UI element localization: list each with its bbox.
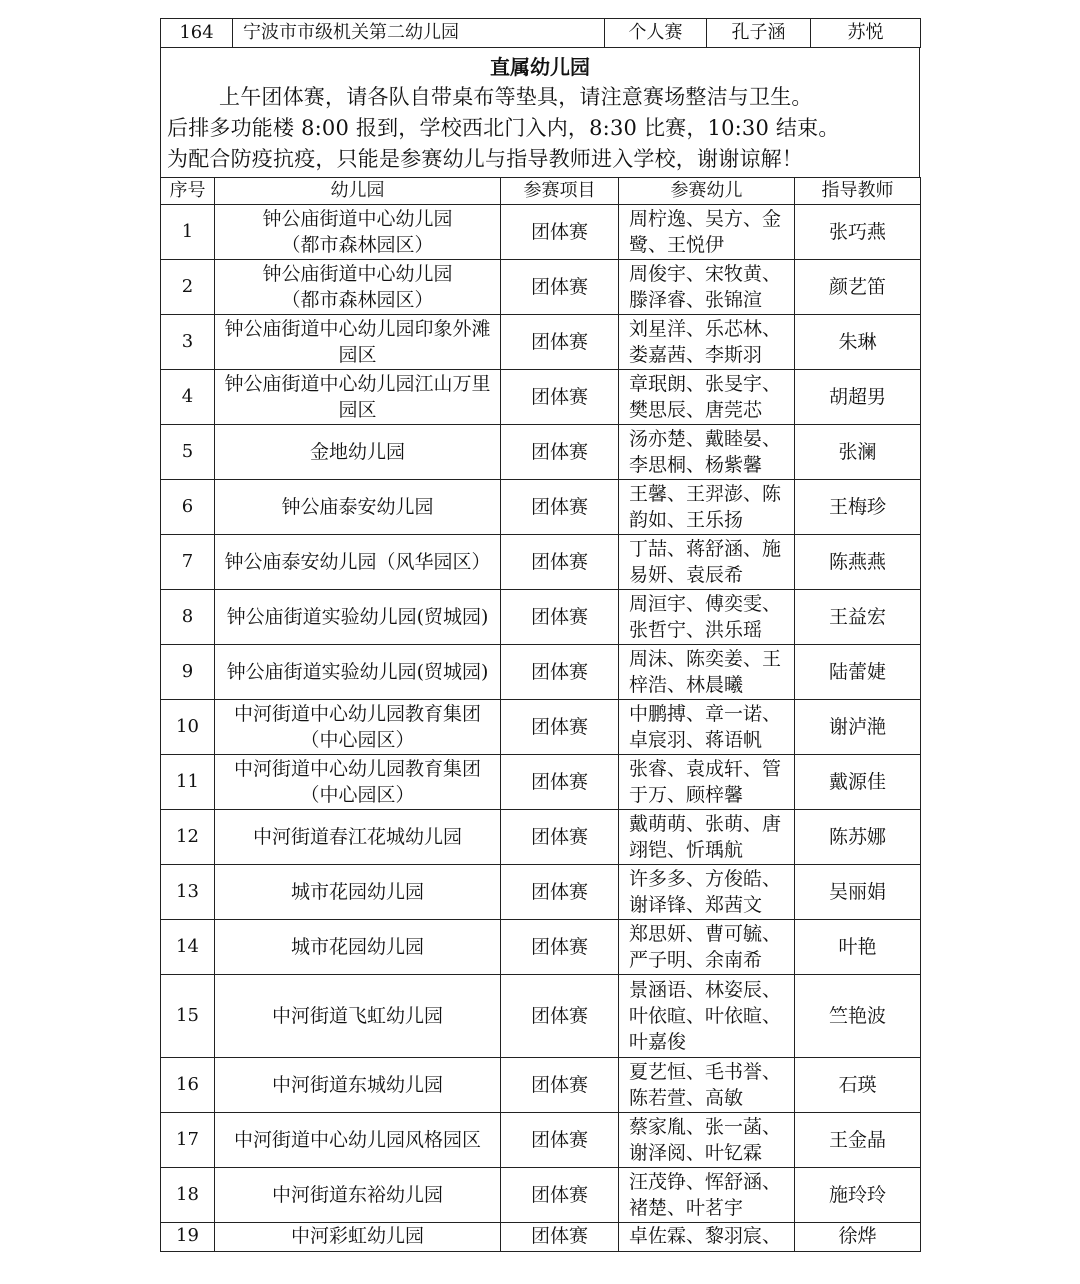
event-type (501, 1223, 619, 1252)
teacher-name (795, 1113, 921, 1168)
children-line-2: 梓浩、林晨曦 (629, 674, 744, 696)
event-type (501, 315, 619, 370)
kindergarten-name (215, 1223, 501, 1252)
kindergarten-name (215, 1113, 501, 1168)
children-names (619, 810, 795, 865)
children-names (619, 1223, 795, 1252)
teacher-name (795, 370, 921, 425)
children-names (619, 920, 795, 975)
teacher-text: 谢泸滟 (828, 716, 886, 738)
teacher-text: 施玲玲 (828, 1184, 886, 1206)
kindergarten-line-1: 钟公庙街道中心幼儿园江山万里 (224, 373, 491, 395)
row-number-text: 1 (181, 221, 194, 242)
kindergarten-name (215, 535, 501, 590)
teacher-text: 叶艳 (838, 936, 877, 958)
event-text: 团体赛 (530, 881, 588, 903)
kindergarten-name (215, 370, 501, 425)
children-line-1: 周柠逸、吴方、金 (629, 208, 782, 230)
children-names (619, 315, 795, 370)
row-number (161, 920, 215, 975)
row-number (161, 700, 215, 755)
row-number (161, 480, 215, 535)
teacher-text: 胡超男 (828, 386, 886, 408)
row-number (161, 535, 215, 590)
kindergarten-line-1: 钟公庙街道实验幼儿园(贸城园) (226, 661, 489, 683)
event-text: 团体赛 (530, 716, 588, 738)
children-line-2: 滕泽睿、张锦渲 (629, 289, 763, 311)
kindergarten-line-1: 钟公庙街道中心幼儿园 (262, 263, 453, 285)
children-line-2: 李思桐、杨紫馨 (629, 454, 763, 476)
teacher-text: 王金晶 (828, 1129, 886, 1151)
row-number-text: 2 (181, 276, 194, 297)
children-names (619, 645, 795, 700)
kindergarten-name (215, 480, 501, 535)
row-number-text: 14 (176, 936, 199, 957)
children-line-1: 汤亦楚、戴睦晏、 (629, 428, 782, 450)
teacher-name: 苏悦 (811, 19, 921, 48)
header-children: 参赛幼儿 (619, 178, 795, 205)
event-type (501, 865, 619, 920)
children-line-1: 张睿、袁成轩、管 (629, 758, 782, 780)
event-type (501, 480, 619, 535)
kindergarten-line-1: 金地幼儿园 (309, 441, 405, 463)
schedule-sheet (160, 18, 920, 1252)
teacher-name (795, 1223, 921, 1252)
children-line-2: 于万、顾梓馨 (629, 784, 744, 806)
children-names (619, 700, 795, 755)
kindergarten-line-1: 中河街道中心幼儿园教育集团 (233, 703, 481, 725)
event-text: 团体赛 (530, 551, 588, 573)
event-text: 团体赛 (530, 1184, 588, 1206)
children-names (619, 260, 795, 315)
section-title: 直属幼儿园 (490, 55, 590, 79)
kindergarten-line-2: 园区 (338, 344, 377, 366)
children-line-2: 叶依暄、叶依暄、 (629, 1005, 782, 1027)
table-row (161, 865, 921, 920)
kindergarten-name (215, 700, 501, 755)
teacher-text: 王益宏 (828, 606, 886, 628)
event-text: 团体赛 (530, 496, 588, 518)
table-row (161, 315, 921, 370)
row-number (161, 260, 215, 315)
children-line-2: 褚楚、叶茗宇 (629, 1197, 744, 1219)
teacher-text: 陈苏娜 (828, 826, 886, 848)
row-number (161, 1058, 215, 1113)
table-row (161, 205, 921, 260)
row-number (161, 1223, 215, 1252)
kindergarten-name (215, 590, 501, 645)
event-text: 团体赛 (530, 331, 588, 353)
event-text: 团体赛 (530, 1225, 588, 1247)
event-type (501, 755, 619, 810)
children-names (619, 1058, 795, 1113)
table-header-row (161, 178, 921, 205)
row-number-text: 11 (176, 771, 199, 792)
children-line-2: 韵如、王乐扬 (629, 509, 744, 531)
children-line-2: 鹭、王悦伊 (629, 234, 725, 256)
event-type (501, 1168, 619, 1223)
row-number (161, 425, 215, 480)
event-type (501, 590, 619, 645)
event-text: 团体赛 (530, 1074, 588, 1096)
row-number-text: 12 (176, 826, 199, 847)
teacher-name (795, 645, 921, 700)
kindergarten-line-1: 中河街道春江花城幼儿园 (252, 826, 462, 848)
row-number (161, 865, 215, 920)
row-number (161, 370, 215, 425)
children-line-2: 卓宸羽、蒋语帆 (629, 729, 763, 751)
children-line-1: 汪茂铮、恽舒涵、 (629, 1171, 782, 1193)
kindergarten-line-2: （都市森林园区） (281, 289, 434, 311)
children-names (619, 975, 795, 1058)
row-number-text: 5 (181, 441, 194, 462)
teacher-name (795, 205, 921, 260)
children-line-1: 周洹宇、傅奕雯、 (629, 593, 782, 615)
teacher-name (795, 755, 921, 810)
event-text: 团体赛 (530, 276, 588, 298)
teacher-name (795, 260, 921, 315)
row-number (161, 1168, 215, 1223)
row-number (161, 755, 215, 810)
row-number (161, 315, 215, 370)
kindergarten-line-1: 中河彩虹幼儿园 (290, 1225, 424, 1247)
kindergarten-name (215, 205, 501, 260)
teacher-name (795, 810, 921, 865)
row-number-text: 16 (176, 1074, 199, 1095)
kindergarten-name (215, 920, 501, 975)
teacher-text: 竺艳波 (828, 1005, 886, 1027)
kindergarten-line-2: 园区 (338, 399, 377, 421)
table-row (161, 920, 921, 975)
notice-line-3: 为配合防疫抗疫，只能是参赛幼儿与指导教师进入学校，谢谢谅解！ (167, 147, 803, 171)
header-event: 参赛项目 (501, 178, 619, 205)
table-row (161, 755, 921, 810)
children-line-1: 王馨、王羿澎、陈 (629, 483, 782, 505)
kindergarten-line-1: 中河街道中心幼儿园风格园区 (233, 1129, 481, 1151)
children-line-1: 章珉朗、张旻宇、 (629, 373, 782, 395)
teacher-name (795, 425, 921, 480)
row-number-text: 6 (181, 496, 194, 517)
kindergarten-line-1: 城市花园幼儿园 (290, 881, 424, 903)
previous-page-row (160, 18, 921, 48)
header-no: 序号 (161, 178, 215, 205)
table-row (161, 975, 921, 1058)
row-number-text: 7 (181, 551, 194, 572)
teacher-text: 吴丽娟 (828, 881, 886, 903)
event-text: 团体赛 (530, 936, 588, 958)
row-number (161, 645, 215, 700)
children-line-2: 谢泽阅、叶钇霖 (629, 1142, 763, 1164)
teacher-text: 石瑛 (838, 1074, 877, 1096)
kindergarten-name (215, 1058, 501, 1113)
row-number-text: 8 (181, 606, 194, 627)
kindergarten-name (215, 315, 501, 370)
table-row (161, 1058, 921, 1113)
children-line-2: 娄嘉茜、李斯羽 (629, 344, 763, 366)
kindergarten-line-1: 钟公庙街道中心幼儿园 (262, 208, 453, 230)
notice-line-1: 上午团体赛，请各队自带桌布等垫具，请注意赛场整洁与卫生。 (219, 85, 813, 109)
children-line-2: 陈若萱、高敏 (629, 1087, 744, 1109)
row-number (161, 975, 215, 1058)
table-row (161, 1113, 921, 1168)
event-text: 团体赛 (530, 661, 588, 683)
kindergarten-name (215, 810, 501, 865)
teacher-name (795, 975, 921, 1058)
children-line-3: 叶嘉俊 (629, 1031, 687, 1053)
child-name: 孔子涵 (707, 19, 811, 48)
teacher-name (795, 1168, 921, 1223)
notice-block (160, 48, 920, 177)
teacher-text: 戴源佳 (828, 771, 886, 793)
table-row (161, 1168, 921, 1223)
kindergarten-name (215, 425, 501, 480)
event-text: 团体赛 (530, 606, 588, 628)
event-type (501, 1058, 619, 1113)
table-row (161, 1223, 921, 1252)
kindergarten-line-1: 钟公庙街道中心幼儿园印象外滩 (224, 318, 491, 340)
event-type (501, 920, 619, 975)
children-line-2: 樊思辰、唐莞芯 (629, 399, 763, 421)
event-type (501, 535, 619, 590)
children-line-1: 郑思妍、曹可毓、 (629, 923, 782, 945)
event-type (501, 260, 619, 315)
children-names (619, 1168, 795, 1223)
children-names (619, 425, 795, 480)
event-type (501, 700, 619, 755)
table-row (161, 480, 921, 535)
children-line-1: 蔡家胤、张一菡、 (629, 1116, 782, 1138)
row-number-text: 18 (176, 1184, 199, 1205)
teacher-text: 王梅珍 (828, 496, 886, 518)
row-number-text: 19 (176, 1225, 199, 1246)
row-number-text: 10 (176, 716, 199, 737)
event-type (501, 975, 619, 1058)
event-type (501, 205, 619, 260)
table-row (161, 590, 921, 645)
teacher-name (795, 590, 921, 645)
event-type (501, 425, 619, 480)
row-number-text: 13 (176, 881, 199, 902)
table-row (161, 260, 921, 315)
kindergarten-line-1: 中河街道飞虹幼儿园 (271, 1005, 443, 1027)
header-teacher: 指导教师 (795, 178, 921, 205)
event-text: 团体赛 (530, 441, 588, 463)
row-number (161, 1113, 215, 1168)
kindergarten-line-1: 中河街道中心幼儿园教育集团 (233, 758, 481, 780)
teacher-text: 陈燕燕 (828, 551, 886, 573)
teacher-name (795, 480, 921, 535)
table-row (161, 535, 921, 590)
children-line-1: 周沫、陈奕姜、王 (629, 648, 782, 670)
children-line-1: 丁喆、蒋舒涵、施 (629, 538, 782, 560)
teacher-text: 颜艺笛 (828, 276, 886, 298)
event-text: 团体赛 (530, 386, 588, 408)
children-names (619, 205, 795, 260)
teacher-name (795, 920, 921, 975)
row-number-text: 17 (176, 1129, 199, 1150)
kindergarten-line-1: 钟公庙泰安幼儿园（风华园区） (224, 551, 491, 573)
kindergarten-line-1: 钟公庙街道实验幼儿园(贸城园) (226, 606, 489, 628)
table-row (161, 19, 921, 48)
teacher-text: 朱琳 (838, 331, 877, 353)
kindergarten-line-2: （都市森林园区） (281, 234, 434, 256)
teacher-text: 徐烨 (838, 1225, 877, 1247)
children-names (619, 590, 795, 645)
row-number-text: 3 (181, 331, 194, 352)
event-type (501, 810, 619, 865)
kindergarten-line-2: （中心园区） (300, 729, 415, 751)
kindergarten-name: 宁波市市级机关第二幼儿园 (233, 19, 605, 48)
event-type: 个人赛 (605, 19, 707, 48)
event-type (501, 645, 619, 700)
row-number (161, 810, 215, 865)
event-text: 团体赛 (530, 1129, 588, 1151)
table-row (161, 370, 921, 425)
row-number-text: 15 (176, 1005, 199, 1026)
row-number-text: 4 (181, 386, 194, 407)
kindergarten-line-1: 中河街道东城幼儿园 (271, 1074, 443, 1096)
children-line-1: 戴萌萌、张萌、唐 (629, 813, 782, 835)
participants-table (160, 177, 921, 1252)
teacher-name (795, 315, 921, 370)
table-row (161, 700, 921, 755)
kindergarten-line-1: 中河街道东裕幼儿园 (271, 1184, 443, 1206)
event-type (501, 1113, 619, 1168)
event-type (501, 370, 619, 425)
table-row (161, 425, 921, 480)
row-number-text: 9 (181, 661, 194, 682)
teacher-text: 张澜 (838, 441, 877, 463)
teacher-name (795, 865, 921, 920)
children-names (619, 755, 795, 810)
teacher-name (795, 535, 921, 590)
kindergarten-line-1: 钟公庙泰安幼儿园 (281, 496, 434, 518)
children-line-1: 中鹏搏、章一诺、 (629, 703, 782, 725)
children-line-1: 周俊宇、宋牧黄、 (629, 263, 782, 285)
teacher-text: 陆蕾婕 (828, 661, 886, 683)
kindergarten-line-2: （中心园区） (300, 784, 415, 806)
event-text: 团体赛 (530, 1005, 588, 1027)
children-names (619, 370, 795, 425)
children-names (619, 480, 795, 535)
kindergarten-line-1: 城市花园幼儿园 (290, 936, 424, 958)
children-line-1: 许多多、方俊皓、 (629, 868, 782, 890)
header-kindergarten: 幼儿园 (215, 178, 501, 205)
children-line-2: 严子明、余南希 (629, 949, 763, 971)
children-names (619, 865, 795, 920)
children-line-1: 夏艺恒、毛书誉、 (629, 1061, 782, 1083)
kindergarten-name (215, 260, 501, 315)
event-text: 团体赛 (530, 771, 588, 793)
table-body (161, 205, 921, 1252)
notice-line-2: 后排多功能楼 8:00 报到，学校西北门入内，8:30 比赛，10:30 结束。 (167, 116, 840, 140)
children-names (619, 535, 795, 590)
kindergarten-name (215, 1168, 501, 1223)
event-text: 团体赛 (530, 826, 588, 848)
children-line-1: 卓佐霖、黎羽宸、 (629, 1225, 782, 1247)
kindergarten-name (215, 755, 501, 810)
kindergarten-name (215, 645, 501, 700)
event-text: 团体赛 (530, 221, 588, 243)
row-number: 164 (161, 19, 233, 48)
children-line-2: 易妍、袁辰希 (629, 564, 744, 586)
children-line-2: 谢译锋、郑茜文 (629, 894, 763, 916)
kindergarten-name (215, 865, 501, 920)
children-line-2: 翊铠、忻瑀航 (629, 839, 744, 861)
children-line-2: 张哲宁、洪乐瑶 (629, 619, 763, 641)
children-names (619, 1113, 795, 1168)
teacher-name (795, 1058, 921, 1113)
row-number (161, 205, 215, 260)
table-row (161, 645, 921, 700)
teacher-name (795, 700, 921, 755)
children-line-1: 景涵语、林姿辰、 (629, 979, 782, 1001)
kindergarten-name (215, 975, 501, 1058)
teacher-text: 张巧燕 (828, 221, 886, 243)
row-number (161, 590, 215, 645)
children-line-1: 刘星洋、乐芯林、 (629, 318, 782, 340)
table-row (161, 810, 921, 865)
